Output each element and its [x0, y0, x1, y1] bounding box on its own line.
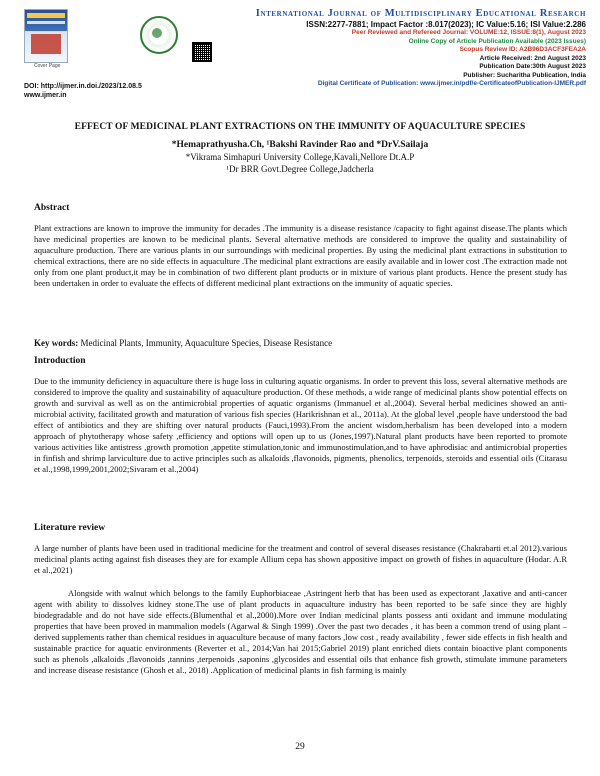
keywords-text: Medicinal Plants, Immunity, Aquaculture Species, Disease Resistance	[78, 338, 333, 348]
issn-line: ISSN:2277-7881; Impact Factor :8.017(2023); IC Value:5.16; ISI Value:2.286	[306, 20, 586, 29]
keywords	[34, 338, 332, 348]
certificate-line[interactable]: Digital Certificate of Publication: www.ijmer.in/pdf/e-CertificateofPublication-IJMER.pdf	[317, 80, 586, 87]
affiliation-1: *Vikrama Simhapuri University College,Kavali,Nellore Dt.A.P	[185, 152, 415, 162]
literature-para-1: A large number of plants have been used in traditional medicine for the treatment and control of several diseases resistance (Chakrabarti et.al 2012).various medicinal plants acting against fish diseases they are for example Allium cepa has shown appositive impact on growth of fishes in aquaculture (Hodar. A.R et al.,2021)	[34, 543, 567, 575]
abstract-heading: Abstract	[34, 203, 70, 213]
scopus-line: Scopus Review ID: A2B96D3ACF3FEA2A	[459, 46, 586, 53]
journal-cover-image	[24, 9, 68, 63]
publisher-line: Publisher: Sucharitha Publication, India	[463, 71, 586, 79]
abstract-text: Plant extractions are known to improve the immunity for decades .The immunity is a disease resistance /capacity to fight against disease.The plants which have medicinal properties are known to be medicinal plants. Several alternative methods are considered to improve the quality and sustainability of aquaculture production. There are various plants in our surroundings with medicinal properties. By using the medicinal plant extractions in substitution to chemical extractions, there are no side effects in aquaculture .The medicinal plant extractions are easily available and in lower cost .The extraction made not only from one plant product,it may be in combination of two different plant products or in mixture of various plant products. Hence the present study has been undertaken in order to evaluate the effects of different medicinal plant extractions on the immunity of aquatic species.	[34, 223, 567, 288]
journal-header	[206, 8, 586, 89]
literature-heading: Literature review	[34, 523, 106, 533]
keywords-label: Key words:	[34, 338, 79, 348]
paper-title: EFFECT OF MEDICINAL PLANT EXTRACTIONS ON THE IMMUNITY OF AQUACULTURE SPECIES	[74, 122, 526, 132]
peer-review-line: Peer Reviewed and Refereed Journal: VOLUME:12, ISSUE:8(1), August 2023	[351, 29, 586, 36]
publication-date-line: Publication Date:30th August 2023	[479, 63, 586, 70]
page-number: 29	[295, 742, 305, 752]
received-line: Article Received: 2nd August 2023	[479, 54, 586, 62]
journal-seal-icon	[140, 16, 178, 54]
doi-line[interactable]: DOI: http://ijmer.in.doi./2023/12.08.5	[24, 83, 142, 90]
introduction-heading: Introduction	[34, 356, 86, 366]
journal-title: International Journal of Multidisciplinary Educational Research	[255, 8, 586, 19]
doi-block	[24, 82, 142, 100]
authors: *Hemaprathyusha.Ch, ¹Bakshi Ravinder Rao and *DrV.Sailaja	[171, 140, 429, 150]
affiliation-2: ¹Dr BRR Govt.Degree College,Jadcherla	[226, 164, 374, 174]
introduction-text: Due to the immunity deficiency in aquaculture there is huge loss in culturing aquatic organisms. In order to prevent this loss, several alternative methods are considered to improve the quality and sustainability of aquaculture production. Of these methods, a wide range of medicinal plants show potential effects on growth and survival as well as on the antimicrobial properties of aquatic organisms (Immanuel et al.,2004). Several herbal medicines showed an anti-microbial activity, facilitated growth and maturation of various fish species (Harikrishnan et al., 2011a). At the global level ,people have understood the bad effect of antibiotics and they are shifting over natural products (Fauci,1993).From the ancient wisdom,herbalism has been developed into a modern approach of phytotherapy whose safety ,efficiency and options will open up to us (Jones,1997).Natural plant products have been reported to promote various activities like antistress ,growth promotion ,appetite stimulation,tonic and immunostimulation,and to have aphrodisiac and antimicrobial properties in finfish and shrimp larviculture due to active principles such as alkaloids ,flavonoids, pigments, phenolics, terpenoids, steroids and essential oils (Citarasu et al.,1998,1999,2001,2002;Sivaram et al.,2004)	[34, 376, 567, 474]
site-line[interactable]: www.ijmer.in	[24, 92, 67, 99]
cover-page-caption: Cover Page	[34, 63, 61, 69]
online-copy-line: Online Copy of Article Publication Available (2023 Issues)	[408, 37, 586, 45]
literature-para-2: Alongside with walnut which belongs to the family Euphorbiaceae ,Astringent herb that has been used as expectorant ,laxative and anti-cancer agent with ability to dissolves kidney stone.The use of plant products in aquaculture industry has been reported to be safe since they are highly biodegradable and do not have side effects.(Blumenthal et al.,2000).More over Indian medicinal plants possess anti oxidant and immune modulating properties that have been proved in mammalion models (Agarwal & Singh 1999) .Over the past two decades , it has been a common trend of using plant –derived supplements rather than chemical residues in aquaculture because of many factors ,low cost , ready availability , fewer side effects in fish health and sustainable practice for aquatic environments (Reverter et al., 2014;Van hai 2015;Gabriel 2019) plant enriched diets contain bioactive plant components such as phenols ,alkaloids ,flavonoids ,tannins ,terpenoids ,saponins ,glycosides and essential oils that enhance fish growth, stimulate immune parameters and increase disease resistance (Ghosh et al., 2018) .Application of medicinal plants in fish farming is mainly	[34, 588, 567, 675]
